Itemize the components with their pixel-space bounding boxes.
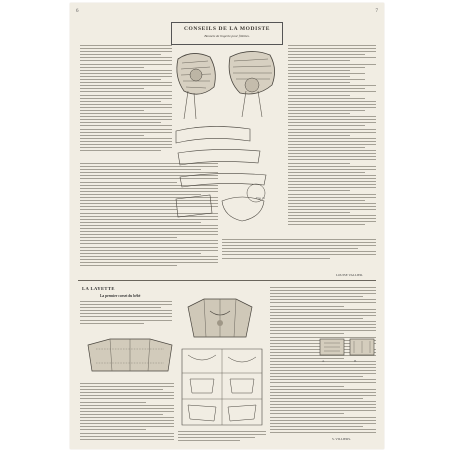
text-column-right-upper (288, 45, 376, 237)
figure-caption-main: Fig. 11 (256, 196, 265, 200)
article-subtitle: Bonnets de lingerie pour fillettes. (204, 34, 250, 38)
layette-section-title: LA LAYETTE (82, 286, 115, 291)
layette-section-subtitle: La premier corset du bébé (100, 294, 141, 298)
small-figures-ab (318, 335, 376, 359)
pattern-diagram (178, 345, 266, 429)
text-column-left-upper (80, 45, 172, 160)
figure-caption-a: A. (322, 359, 325, 363)
section-divider (78, 280, 376, 281)
signature-modiste: LOUISE VALLIER. (336, 273, 363, 277)
article-title: CONSEILS DE LA MODISTE (183, 26, 271, 32)
layette-text-intro (80, 301, 172, 331)
bonnet-illustration (170, 47, 282, 121)
magazine-page (70, 3, 384, 449)
text-block-right-lower (222, 239, 376, 275)
right-page-number: 7 (375, 9, 378, 14)
corset-flat-illustration (84, 335, 176, 379)
corset-illustration (184, 293, 256, 345)
figure-caption-b: B. (354, 359, 357, 363)
layette-text-left (80, 383, 174, 443)
article-title-box (171, 22, 283, 45)
left-page-number: 6 (76, 9, 79, 14)
signature-layette: S. VILLIERS. (332, 437, 351, 441)
layette-text-middle (178, 431, 266, 445)
pattern-pieces-illustration (170, 121, 286, 231)
layette-text-right-lower (270, 367, 376, 435)
